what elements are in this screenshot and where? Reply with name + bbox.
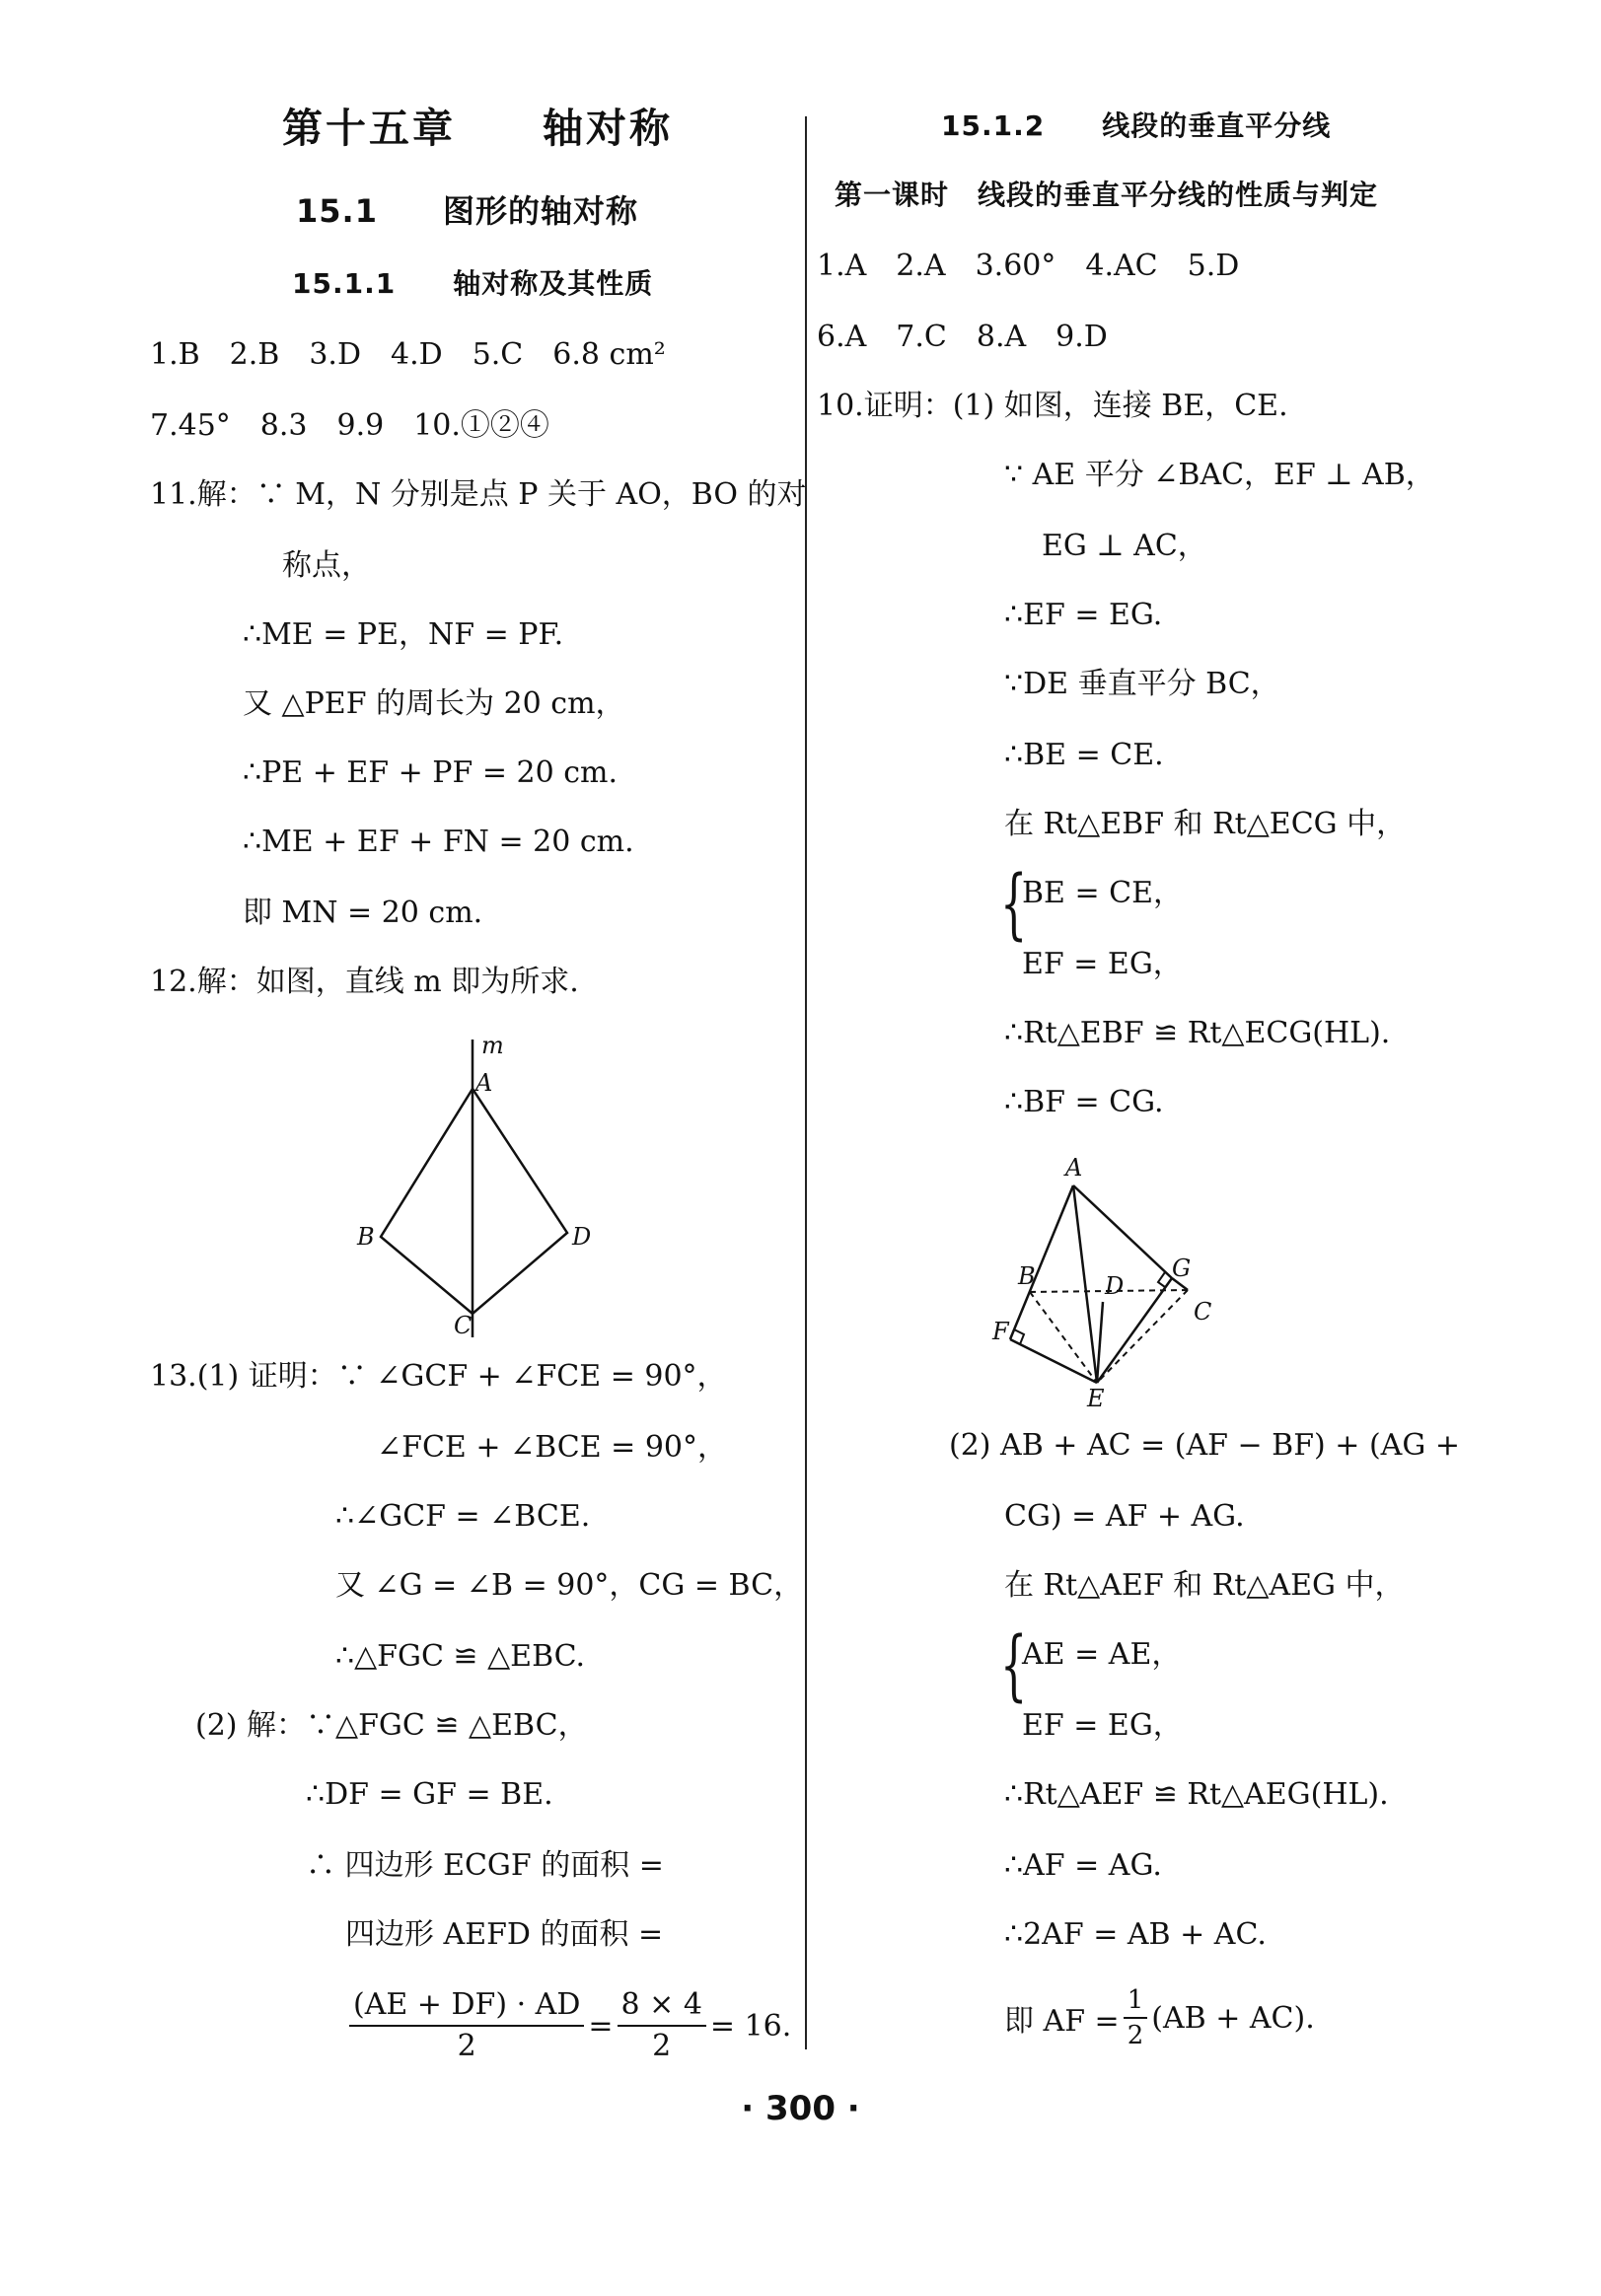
fraction-2-denominator: 2 [652,2029,672,2063]
q13-line: ∴DF = GF = BE. [306,1777,553,1812]
fraction-half-numerator: 1 [1124,1986,1148,2019]
q13-line: ∴∠GCF = ∠BCE. [335,1499,591,1534]
q10-line: EF = EG， [1022,947,1183,981]
subsection-title-right: 15.1.2 线段的垂直平分线 [941,109,1332,142]
fraction-2-numerator: 8 × 4 [618,1988,706,2027]
q12-line: 12.解：如图，直线 m 即为所求. [150,965,579,999]
q10-line: 在 Rt△EBF 和 Rt△ECG 中， [1004,807,1407,841]
area-result: = 16. [709,2008,792,2044]
fraction-1-denominator: 2 [457,2029,476,2063]
label-b: B [357,1223,375,1251]
q10-line: ∴EF = EG. [1004,598,1163,632]
q10-part2-line: EF = EG， [1022,1708,1183,1743]
label-d: D [572,1223,592,1251]
triangle-figure [975,1146,1231,1422]
q10-part2-line: ∴Rt△AEF ≌ Rt△AEG(HL). [1004,1777,1389,1812]
q11-line: ∴PE + EF + PF = 20 cm. [243,755,619,790]
line-ce [1097,1290,1188,1383]
label-d: D [1105,1272,1125,1300]
brace-1: { [1000,860,1028,949]
q10-line: 10.证明：(1) 如图，连接 BE，CE. [817,389,1288,423]
fraction-1 [349,1988,584,2063]
q13-line: ∴ 四边形 ECGF 的面积 = [306,1848,664,1883]
right-angle-g [1158,1272,1165,1287]
label-a: A [475,1069,493,1097]
q10-part2-line: CG) = AF + AG. [1004,1499,1245,1534]
q10-part2-line: ∴2AF = AB + AC. [1004,1917,1267,1952]
lesson-title: 第一课时 线段的垂直平分线的性质与判定 [835,179,1379,211]
line-ae [1073,1185,1097,1383]
q10-part2-line: AE = AE， [1022,1637,1182,1672]
label-c: C [1194,1298,1212,1326]
q10-line: ∵ AE 平分 ∠BAC，EF ⊥ AB， [1004,458,1435,492]
half-formula-suffix: (AB + AC). [1151,2000,1315,2036]
label-b: B [1018,1262,1036,1290]
q11-line: 又 △PEF 的周长为 20 cm， [243,686,625,721]
answers-row-2: 7.45° 8.3 9.9 10.①②④ [150,408,549,443]
label-f: F [992,1318,1009,1345]
line-de [1097,1302,1103,1383]
q11-line: ∴ME + EF + FN = 20 cm. [243,825,634,859]
line-ag [1073,1185,1172,1278]
q13-line: 又 ∠G = ∠B = 90°，CG = BC， [335,1568,804,1603]
q11-line: 11.解：∵ M，N 分别是点 P 关于 AO，BO 的对 [150,477,807,512]
line-fe [1010,1339,1097,1383]
area-formula [345,1988,791,2063]
q11-line: 即 MN = 20 cm. [243,896,483,930]
kite-figure [345,1026,602,1341]
half-formula [1004,1986,1315,2049]
subsection-title: 15.1.1 轴对称及其性质 [292,267,654,300]
q13-line: (2) 解：∵△FGC ≌ △EBC， [195,1708,588,1743]
q10-line: ∴Rt△EBF ≌ Rt△ECG(HL). [1004,1016,1391,1050]
label-a: A [1065,1154,1083,1182]
q10-part2-line: (2) AB + AC = (AF − BF) + (AG + [949,1428,1460,1463]
fraction-1-numerator: (AE + DF) · AD [349,1988,584,2027]
column-divider [805,116,807,2049]
answers-row-1: 1.B 2.B 3.D 4.D 5.C 6.8 cm² [150,337,666,372]
section-title: 15.1 图形的轴对称 [296,192,638,230]
label-e: E [1087,1385,1105,1412]
q13-line: 13.(1) 证明：∵ ∠GCF + ∠FCE = 90°， [150,1359,727,1394]
q13-line: 四边形 AEFD 的面积 = [345,1917,664,1952]
answers-row-2-right: 6.A 7.C 8.A 9.D [817,320,1108,354]
brace-2: { [1000,1621,1028,1710]
label-c: C [454,1312,473,1339]
fraction-2 [618,1988,706,2063]
q10-part2-line: ∴AF = AG. [1004,1848,1162,1883]
chapter-title: 第十五章 轴对称 [282,105,673,152]
q11-line: ∴ME = PE，NF = PF. [243,617,564,652]
q10-line: ∴BF = CG. [1004,1085,1164,1119]
q13-line: ∴△FGC ≌ △EBC. [335,1639,586,1674]
equals-sign: = [588,2008,614,2044]
answers-row-1-right: 1.A 2.A 3.60° 4.AC 5.D [817,249,1240,283]
q10-line: BE = CE， [1022,876,1184,910]
label-g: G [1172,1255,1192,1282]
fraction-half-denominator: 2 [1127,2021,1144,2050]
q10-line: EG ⊥ AC， [1042,529,1207,563]
q10-line: ∵DE 垂直平分 BC， [1004,667,1280,701]
q10-line: ∴BE = CE. [1004,738,1164,772]
label-m: m [481,1032,504,1059]
q10-part2-line: 在 Rt△AEF 和 Rt△AEG 中， [1004,1568,1405,1603]
page-number: · 300 · [741,2089,860,2128]
kite-abcd [381,1089,567,1314]
half-formula-prefix: 即 AF = [1004,2004,1120,2039]
fraction-half [1124,1986,1148,2049]
q11-line: 称点， [282,548,371,583]
q13-line: ∠FCE + ∠BCE = 90°， [377,1430,727,1465]
